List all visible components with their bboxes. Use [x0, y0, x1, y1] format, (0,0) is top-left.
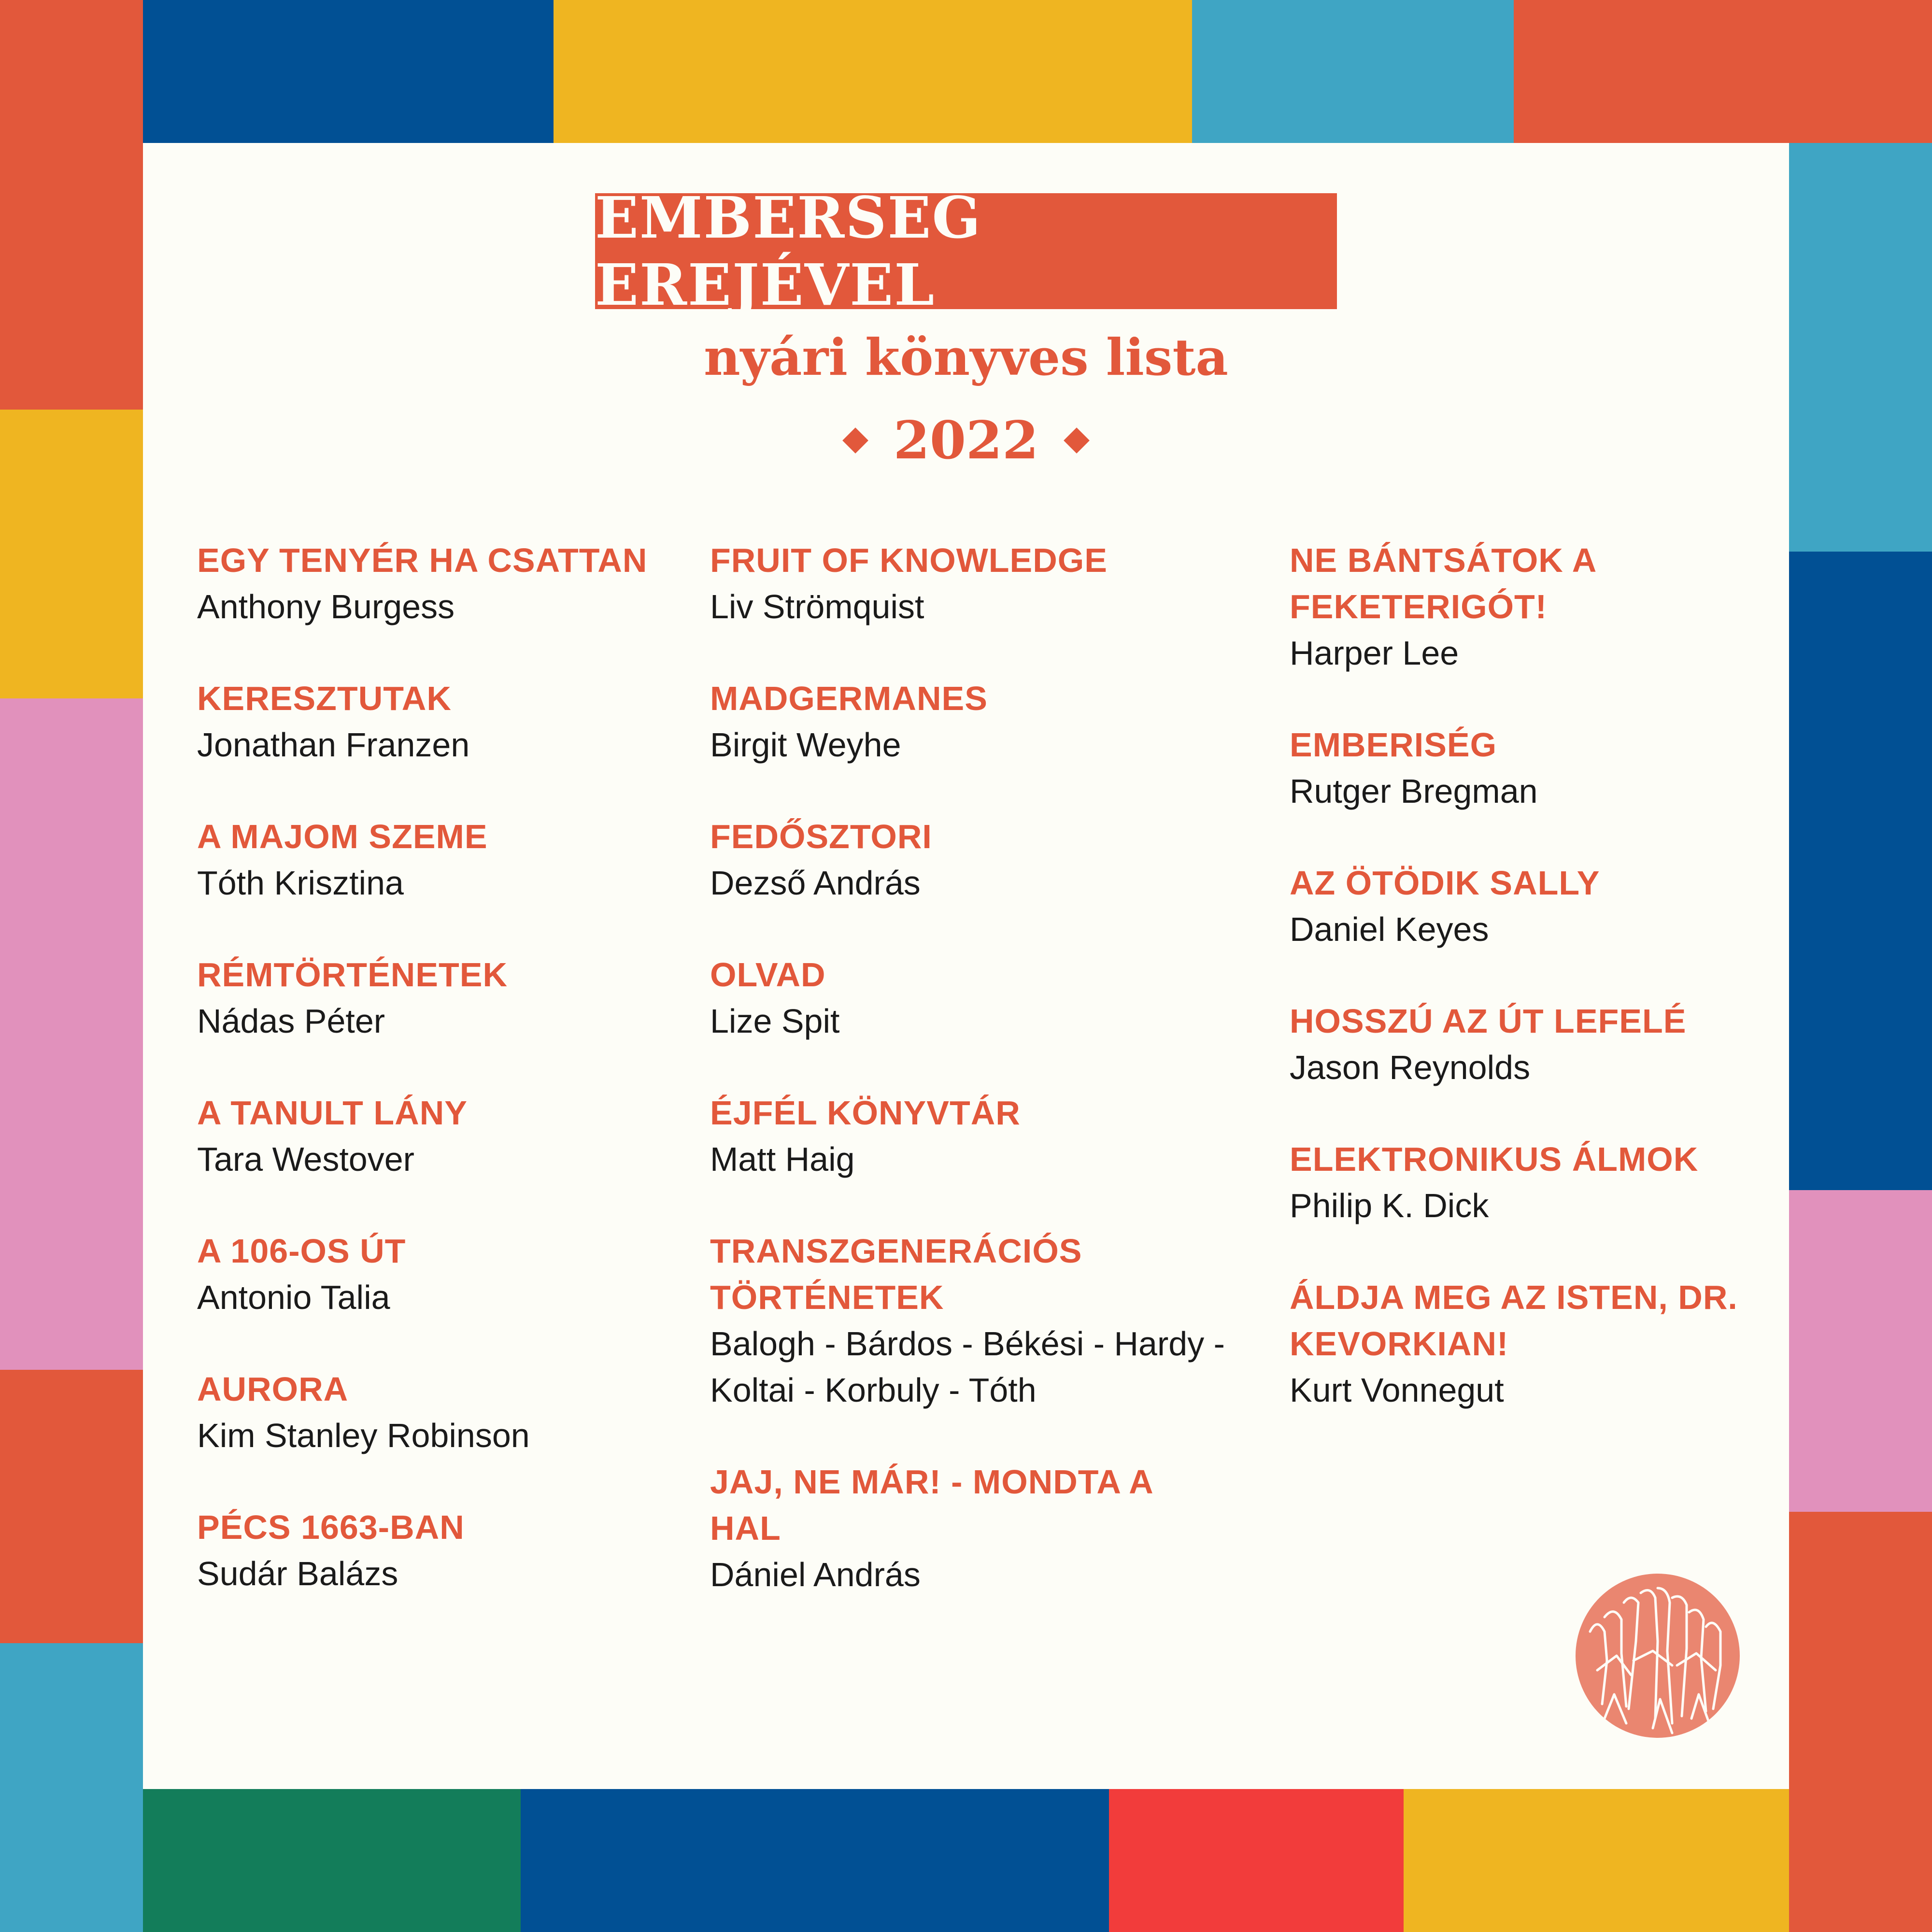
book-entry: [197, 675, 680, 768]
book-author: Rutger Bregman: [1290, 772, 1538, 810]
frame-block-bottom-1: [143, 1789, 521, 1932]
book-author: Kim Stanley Robinson: [197, 1417, 530, 1454]
frame-block-top-right: [1514, 0, 1932, 143]
book-title: NE BÁNTSÁTOK A FEKETERIGÓT!: [1290, 541, 1596, 625]
book-author: Antonio Talia: [197, 1279, 390, 1316]
frame-block-top-3: [554, 0, 1192, 143]
book-title: FRUIT OF KNOWLEDGE: [710, 541, 1108, 579]
book-author: Nádas Péter: [197, 1002, 385, 1040]
book-author: Balogh - Bárdos - Békési - Hardy - Koltai - Korbuly - Tóth: [710, 1325, 1225, 1409]
frame-block-top-4: [1192, 0, 1514, 143]
book-entry: [1290, 722, 1753, 814]
book-title: EGY TENYÉR HA CSATTAN: [197, 541, 648, 579]
book-entry: [197, 813, 680, 906]
frame-block-top-2: [143, 0, 554, 143]
page-title: EMBERSÉG EREJÉVEL: [595, 184, 982, 318]
book-entry: [710, 1228, 1232, 1413]
frame-block-bottom-left: [0, 1643, 143, 1932]
book-column-1: [197, 537, 680, 1642]
title-banner: [595, 184, 1337, 318]
book-entry: [1290, 998, 1753, 1091]
book-author: Birgit Weyhe: [710, 726, 901, 764]
frame-block-left-4: [0, 1370, 143, 1643]
book-entry: [710, 675, 1232, 768]
book-title: AURORA: [197, 1370, 349, 1408]
book-entry: [710, 1459, 1232, 1598]
book-entry: [1290, 537, 1753, 676]
book-title: ÁLDJA MEG AZ ISTEN, DR. KEVORKIAN!: [1290, 1279, 1738, 1363]
book-author: Dezső András: [710, 864, 921, 902]
book-entry: [710, 952, 1232, 1044]
book-column-2: [710, 537, 1232, 1643]
book-title: RÉMTÖRTÉNETEK: [197, 956, 508, 994]
book-entry: [197, 1366, 680, 1459]
book-entry: [710, 537, 1232, 630]
book-title: EMBERISÉG: [1290, 726, 1497, 764]
book-entry: [710, 1090, 1232, 1182]
year-label: 2022: [893, 410, 1039, 471]
book-column-3: [1290, 537, 1753, 1459]
book-entry: [710, 813, 1232, 906]
book-entry: [197, 1228, 680, 1321]
book-entry: [197, 537, 680, 630]
book-author: Dániel András: [710, 1556, 921, 1593]
book-author: Kurt Vonnegut: [1290, 1371, 1504, 1409]
book-author: Jonathan Franzen: [197, 726, 470, 764]
frame-block-top-left: [0, 0, 143, 410]
frame-block-left-3: [0, 698, 143, 1370]
book-title: TRANSZGENERÁCIÓS TÖRTÉNETEK: [710, 1232, 1082, 1316]
book-title: A 106-OS ÚT: [197, 1232, 406, 1270]
frame-block-left-2: [0, 410, 143, 698]
diamond-icon: [842, 427, 868, 454]
frame-block-bottom-2: [521, 1789, 1109, 1932]
book-author: Philip K. Dick: [1290, 1187, 1489, 1224]
book-entry: [1290, 1136, 1753, 1229]
frame-block-bottom-4: [1404, 1789, 1789, 1932]
year-row: [724, 407, 1208, 474]
book-author: Daniel Keyes: [1290, 910, 1489, 948]
book-entry: [1290, 860, 1753, 952]
logo-icon: [1576, 1574, 1740, 1738]
book-entry: [197, 1090, 680, 1182]
frame-block-right-2: [1789, 552, 1932, 1190]
book-author: Lize Spit: [710, 1002, 840, 1040]
frame-block-right-3: [1789, 1190, 1932, 1512]
book-entry: [1290, 1274, 1753, 1413]
diamond-icon: [1064, 427, 1090, 454]
book-entry: [197, 1504, 680, 1597]
logo-figures-icon: [1576, 1574, 1740, 1738]
book-title: PÉCS 1663-BAN: [197, 1508, 465, 1546]
book-title: ÉJFÉL KÖNYVTÁR: [710, 1094, 1021, 1132]
book-title: A MAJOM SZEME: [197, 818, 488, 855]
book-author: Tóth Krisztina: [197, 864, 404, 902]
frame-block-right-1: [1789, 143, 1932, 552]
book-title: KERESZTUTAK: [197, 680, 452, 717]
subtitle: nyári könyves lista: [704, 327, 1228, 387]
book-title: OLVAD: [710, 956, 826, 994]
frame-block-bottom-3: [1109, 1789, 1404, 1932]
book-title: AZ ÖTÖDIK SALLY: [1290, 864, 1600, 902]
book-author: Matt Haig: [710, 1140, 855, 1178]
book-author: Liv Strömquist: [710, 588, 924, 625]
book-author: Jason Reynolds: [1290, 1049, 1531, 1086]
book-title: JAJ, NE MÁR! - MONDTA A HAL: [710, 1463, 1153, 1547]
book-author: Harper Lee: [1290, 634, 1459, 672]
book-author: Sudár Balázs: [197, 1555, 398, 1592]
book-author: Anthony Burgess: [197, 588, 455, 625]
book-title: HOSSZÚ AZ ÚT LEFELÉ: [1290, 1002, 1687, 1040]
book-title: ELEKTRONIKUS ÁLMOK: [1290, 1140, 1699, 1178]
book-title: A TANULT LÁNY: [197, 1094, 468, 1132]
book-title: MADGERMANES: [710, 680, 988, 717]
book-entry: [197, 952, 680, 1044]
book-title: FEDŐSZTORI: [710, 818, 932, 855]
book-author: Tara Westover: [197, 1140, 414, 1178]
frame-block-bottom-right: [1789, 1512, 1932, 1932]
